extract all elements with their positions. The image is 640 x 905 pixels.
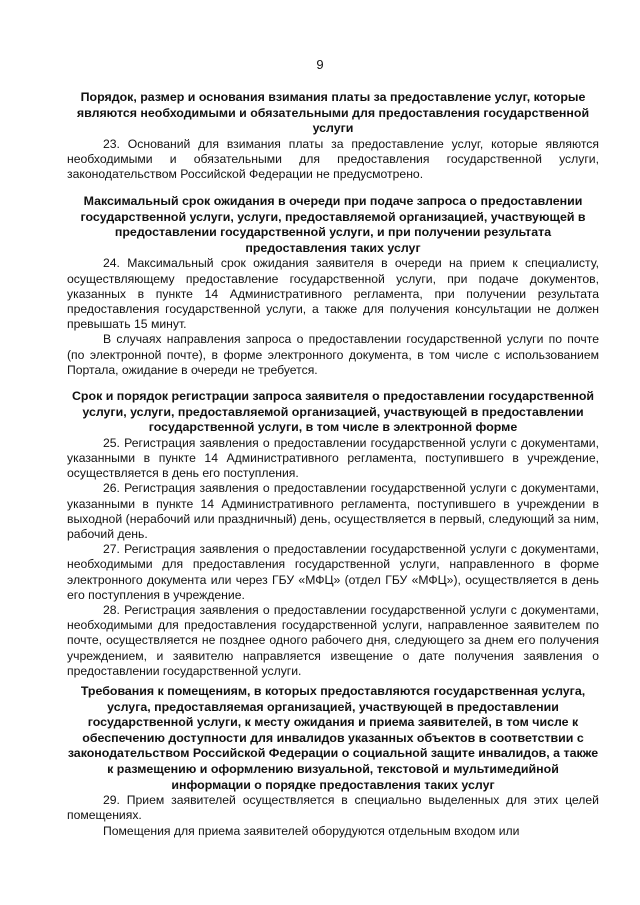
paragraph: В случаях направления запроса о предоставлении государственной услуги по почте (по электронной почте), в форме электронного документа, в том числе с использованием Портала, ожидание в очереди не требуется.	[67, 332, 599, 377]
section-heading: Срок и порядок регистрации запроса заявителя о предоставлении государственной услуги, услуги, предоставляемой организацией, участвующей в предоставлении государственной услуги, в том числе в электронной форме	[71, 389, 595, 435]
section-registration	[67, 389, 599, 679]
paragraph: 25. Регистрация заявления о предоставлении государственной услуги с документами, указанными в пункте 14 Административного регламента, поступившего в учреждение, осуществляется в день его поступления.	[67, 435, 599, 481]
section-premises	[67, 684, 599, 839]
paragraph: Помещения для приема заявителей оборудуются отдельным входом или	[103, 823, 520, 838]
paragraph: 24. Максимальный срок ожидания заявителя в очереди на прием к специалисту, осуществляющему предоставление государственной услуги, при подаче документов, указанных в пункте 14 Административного регламента, при получении результата предоставления государственной услуги, а также для получения консультации не должен превышать 15 минут.	[67, 256, 599, 332]
paragraph: 23. Оснований для взимания платы за предоставление услуг, которые являются необходимыми и обязательными для предоставления государственной услуги, законодательством Российской Федерации не предусмотрено.	[67, 136, 599, 182]
section-fees	[67, 90, 599, 182]
section-heading: Порядок, размер и основания взимания платы за предоставление услуг, которые являются необходимыми и обязательными для предоставления государственной услуги	[76, 90, 590, 136]
paragraph: 29. Прием заявителей осуществляется в специально выделенных для этих целей помещениях.	[67, 793, 599, 823]
section-queue-time	[67, 194, 599, 378]
paragraph: 28. Регистрация заявления о предоставлении государственной услуги с документами, необходимыми для предоставления государственной услуги, направленное заявителем по почте, осуществляется не позднее одного рабочего дня, следующего за днем его получения учреждением, и заявителю направляется извещение о дате получения заявления о предоставлении государственной услуги.	[67, 603, 599, 678]
section-heading: Требования к помещениям, в которых предоставляются государственная услуга, услуга, предоставляемая организацией, участвующей в предоставлении государственной услуги, к месту ожидания и приема заявителей, в том числе к обеспечению доступности для инвалидов указанных объектов в соответствии с законодательством Российской Федерации о социальной защите инвалидов, а также к размещению и оформлению визуальной, текстовой и мультимедийной информации о порядке предоставления таких услуг	[67, 684, 599, 792]
page-number: 9	[316, 57, 324, 72]
paragraph: 26. Регистрация заявления о предоставлении государственной услуги с документами, указанными в пункте 14 Административного регламента, поступившего в учреждении в выходной (нерабочий или праздничный) день, осуществляется в первый, следующий за ним, рабочий день.	[67, 481, 599, 541]
paragraph: 27. Регистрация заявления о предоставлении государственной услуги с документами, необходимыми для предоставления государственной услуги, направленного в форме электронного документа или через ГБУ «МФЦ» (отдел ГБУ «МФЦ»), осуществляется в день его поступления в учреждение.	[67, 542, 599, 602]
section-heading: Максимальный срок ожидания в очереди при подаче запроса о предоставлении государственной услуги, услуги, предоставляемой организацией, участвующей в предоставлении государственной услуги, и при получении результата предоставления таких услуг	[80, 194, 586, 255]
